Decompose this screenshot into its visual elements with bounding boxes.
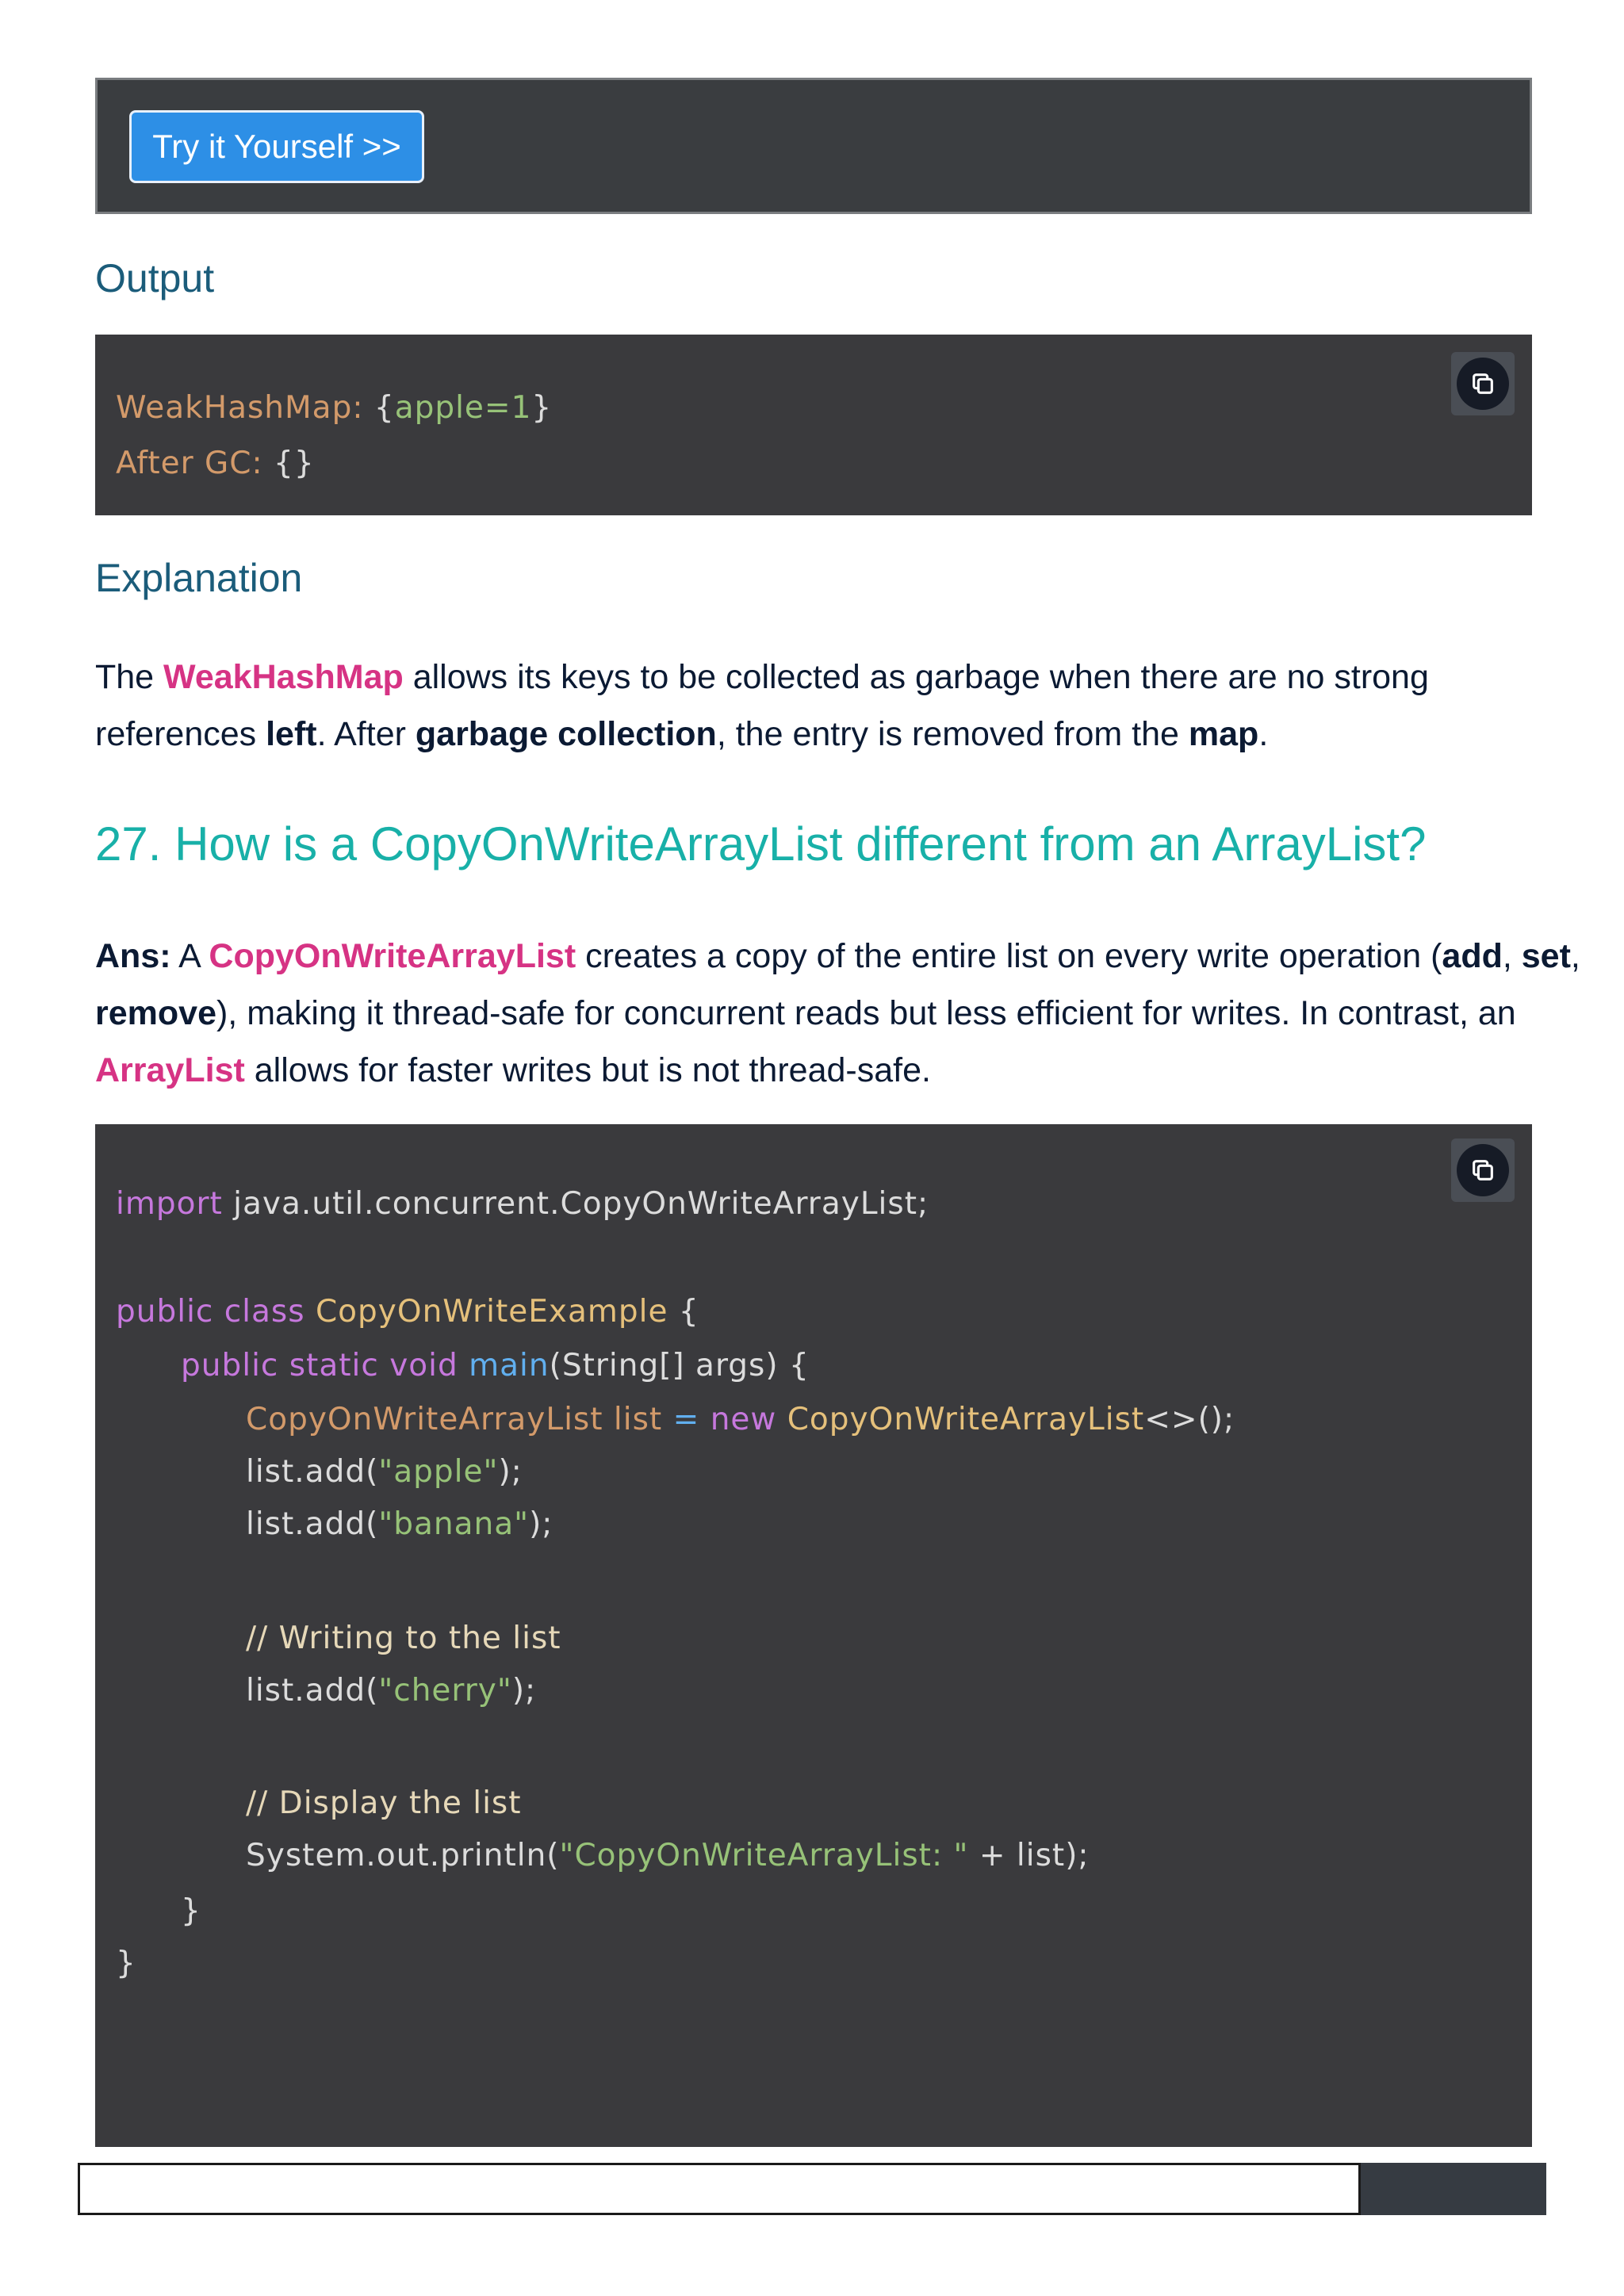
- text: The: [95, 658, 164, 696]
- output-value: apple=1: [394, 390, 532, 426]
- copy-code-button[interactable]: [1451, 1138, 1515, 1202]
- code-comment: // Display the list: [246, 1785, 522, 1821]
- code-text: list.add(: [246, 1673, 379, 1709]
- code-text: list.add(: [246, 1506, 379, 1542]
- explanation-paragraph: [95, 649, 1586, 763]
- keyword: public class: [116, 1294, 316, 1330]
- code-line: [181, 1348, 810, 1383]
- text: . After: [316, 715, 416, 753]
- text: , the entry is removed from the: [716, 715, 1189, 753]
- code-text: );: [511, 1673, 537, 1709]
- footer-input-box: [78, 2163, 1361, 2215]
- try-it-bar: [95, 78, 1532, 214]
- java-code-block: [95, 1124, 1532, 2147]
- ans-label: Ans:: [95, 937, 171, 975]
- code-text: System.out.println(: [246, 1838, 560, 1873]
- output-label: After GC:: [116, 446, 274, 481]
- text: ,: [1570, 937, 1580, 975]
- keyword: new: [710, 1402, 787, 1437]
- output-line-1: [116, 390, 552, 426]
- answer-paragraph: [95, 928, 1586, 1099]
- code-text: );: [529, 1506, 553, 1542]
- type-decl: CopyOnWriteArrayList list: [246, 1402, 673, 1437]
- string: "CopyOnWriteArrayList: ": [559, 1838, 969, 1873]
- keyword-weakhashmap: WeakHashMap: [163, 658, 404, 696]
- text: allows its keys to be collected as garbage when there are no strong references: [95, 658, 1429, 753]
- text: .: [1258, 715, 1269, 753]
- bold-term: garbage collection: [415, 715, 717, 753]
- keyword: public static void: [181, 1348, 469, 1383]
- code-line: [116, 1294, 699, 1330]
- code-line: [246, 1402, 1235, 1437]
- copy-output-button[interactable]: [1451, 352, 1515, 415]
- output-label: WeakHashMap:: [116, 390, 374, 426]
- explanation-heading: Explanation: [95, 556, 303, 600]
- code-line: }: [181, 1893, 201, 1929]
- copy-icon: [1469, 370, 1496, 397]
- question-title: 27. How is a CopyOnWriteArrayList different from an ArrayList?: [95, 817, 1427, 871]
- code-line: [246, 1673, 536, 1709]
- keyword-arraylist: ArrayList: [95, 1051, 245, 1089]
- output-line-2: [116, 446, 315, 481]
- bold-term: map: [1188, 715, 1259, 753]
- code-text: + list);: [968, 1838, 1090, 1873]
- output-value: {}: [274, 446, 315, 481]
- copy-icon: [1469, 1157, 1496, 1184]
- string: "apple": [378, 1454, 499, 1490]
- code-text: <>();: [1144, 1402, 1235, 1437]
- class-name: CopyOnWriteArrayList: [787, 1402, 1145, 1437]
- code-text: list.add(: [246, 1454, 379, 1490]
- text: ), making it thread-safe for concurrent reads but less efficient for writes. In contrast, an: [216, 994, 1516, 1032]
- code-text: {: [668, 1294, 699, 1330]
- bold-term: set: [1521, 937, 1571, 975]
- footer-dark-block: [1361, 2163, 1546, 2215]
- code-line: [116, 1186, 929, 1222]
- brace: }: [531, 390, 553, 426]
- output-code-block: [95, 335, 1532, 515]
- code-line: }: [116, 1946, 136, 1981]
- brace: {: [373, 390, 395, 426]
- keyword-copyonwritearraylist: CopyOnWriteArrayList: [209, 937, 576, 975]
- text: allows for faster writes but is not thread-safe.: [244, 1051, 931, 1089]
- bold-term: add: [1442, 937, 1503, 975]
- code-line: [246, 1506, 553, 1542]
- code-text: java.util.concurrent.CopyOnWriteArrayList;: [222, 1186, 929, 1222]
- code-comment: // Writing to the list: [246, 1621, 561, 1656]
- output-heading: Output: [95, 256, 215, 300]
- code-text: (String[] args) {: [549, 1348, 810, 1383]
- keyword: import: [116, 1186, 223, 1222]
- text: creates a copy of the entire list on every write operation (: [576, 937, 1442, 975]
- try-it-yourself-button[interactable]: Try it Yourself >>: [129, 110, 424, 183]
- function-name: main: [469, 1348, 550, 1383]
- text: ,: [1502, 937, 1522, 975]
- string: "banana": [378, 1506, 530, 1542]
- class-name: CopyOnWriteExample: [315, 1294, 668, 1330]
- bold-term: left: [266, 715, 317, 753]
- bold-term: remove: [95, 994, 216, 1032]
- text: A: [170, 937, 209, 975]
- code-line: [246, 1454, 523, 1490]
- code-text: );: [498, 1454, 523, 1490]
- operator: =: [672, 1402, 710, 1437]
- string: "cherry": [378, 1673, 512, 1709]
- code-line: [246, 1838, 1090, 1873]
